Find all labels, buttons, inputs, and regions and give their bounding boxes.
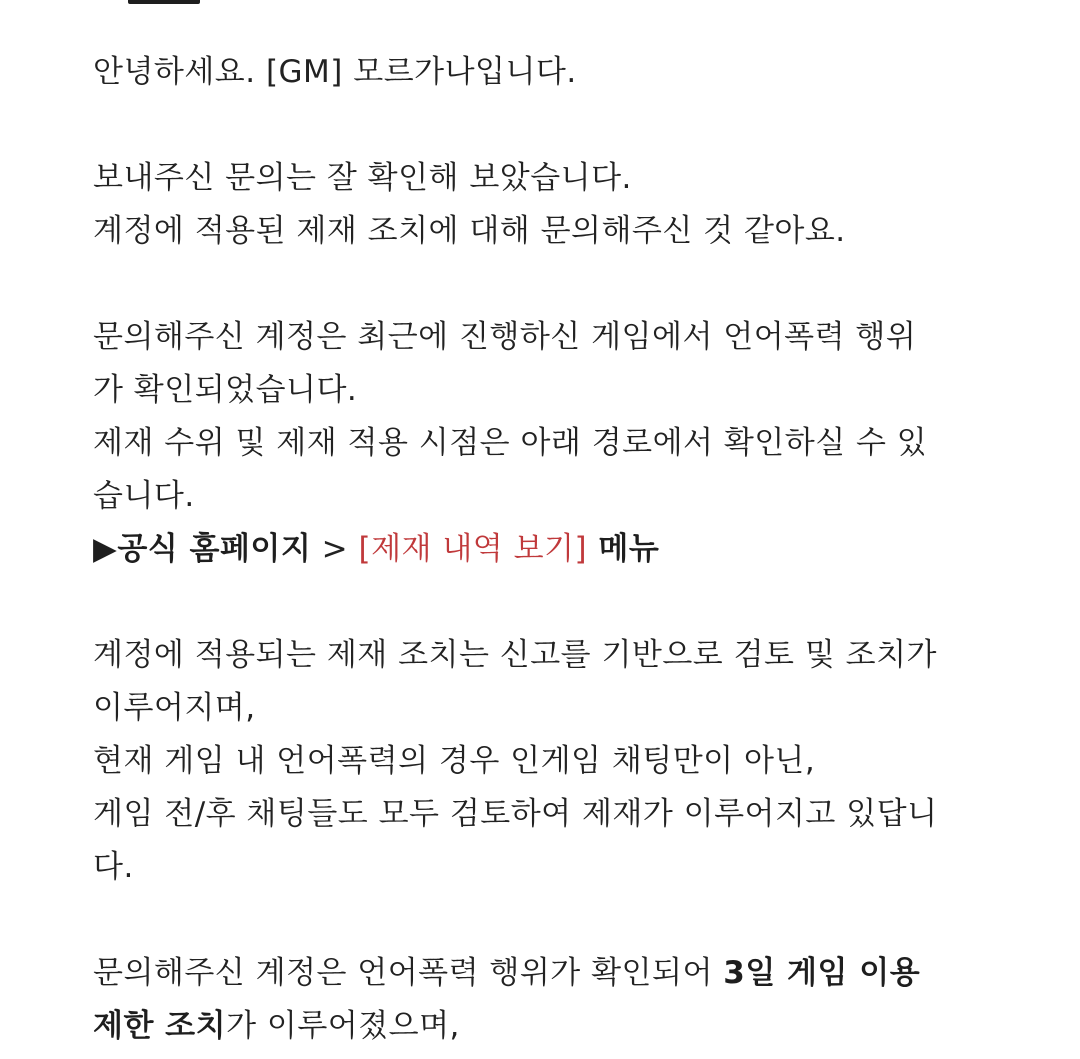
paragraph-gap <box>93 894 993 947</box>
paragraph-3-line-2: 이루어지며, <box>93 690 256 726</box>
paragraph-3-line-4: 게임 전/후 채팅들도 모두 검토하여 제재가 이루어지고 있답니 <box>93 796 938 832</box>
paragraph-4-line-2 <box>93 1000 993 1053</box>
paragraph-3-line-3: 현재 게임 내 언어폭력의 경우 인게임 채팅만이 아닌, <box>93 743 816 779</box>
paragraph-2-line-3: 제재 수위 및 제재 적용 시점은 아래 경로에서 확인하실 수 있 <box>93 425 928 461</box>
paragraph-4-line-1-text: 문의해주신 계정은 언어폭력 행위가 확인되어 <box>93 955 724 991</box>
paragraph-gap <box>93 576 993 629</box>
paragraph-3-line-5: 다. <box>93 849 134 885</box>
path-menu-suffix: 메뉴 <box>587 531 660 567</box>
paragraph-gap <box>93 258 993 311</box>
sanction-type-text: 제한 조치 <box>93 1008 227 1044</box>
paragraph-4-line-1 <box>93 947 993 1000</box>
paragraph-1-line-1: 보내주신 문의는 잘 확인해 보았습니다. <box>93 160 632 196</box>
navigation-path <box>93 523 993 576</box>
cut-off-heading-fragment <box>128 0 200 4</box>
sanction-history-link[interactable]: [제재 내역 보기] <box>358 531 588 567</box>
paragraph-2-line-2: 가 확인되었습니다. <box>93 372 358 408</box>
paragraph-gap <box>93 99 993 152</box>
path-homepage: ▶공식 홈페이지 <box>93 531 312 567</box>
paragraph-2-line-1: 문의해주신 계정은 최근에 진행하신 게임에서 언어폭력 행위 <box>93 319 917 355</box>
paragraph-2-line-4: 습니다. <box>93 478 195 514</box>
path-separator: > <box>311 531 359 567</box>
paragraph-1-line-2: 계정에 적용된 제재 조치에 대해 문의해주신 것 같아요. <box>93 213 846 249</box>
sanction-duration-text: 3일 게임 이용 <box>723 955 921 991</box>
paragraph-3-line-1: 계정에 적용되는 제재 조치는 신고를 기반으로 검토 및 조치가 <box>93 637 937 673</box>
paragraph-4-line-2-text: 가 이루어졌으며, <box>226 1008 460 1044</box>
message-body <box>93 46 993 1053</box>
greeting-text: 안녕하세요. [GM] 모르가나입니다. <box>93 54 577 90</box>
